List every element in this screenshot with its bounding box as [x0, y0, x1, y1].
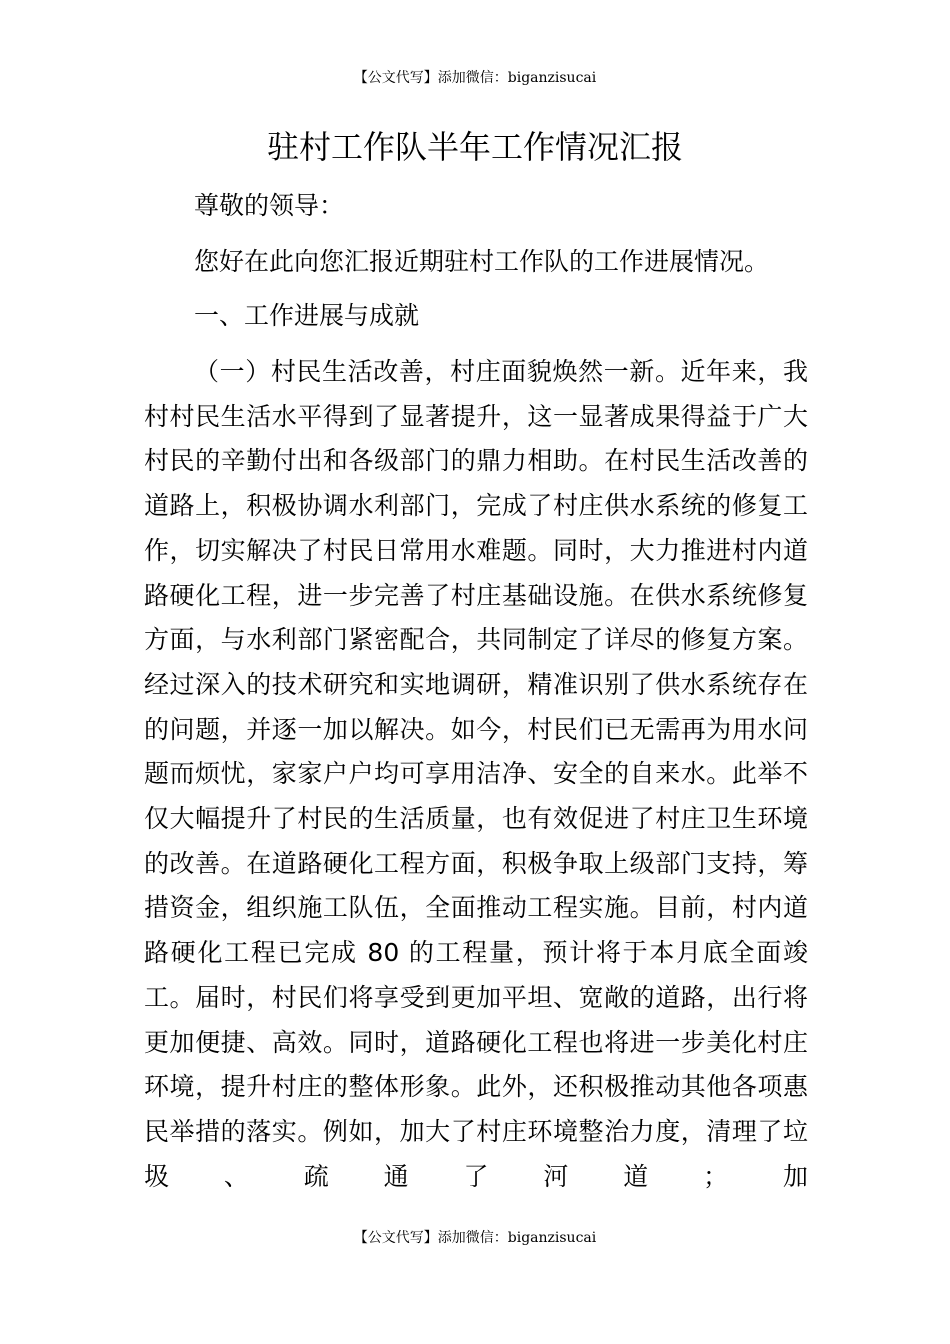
body-paragraph: （一）村民生活改善，村庄面貌焕然一新。近年来，我村村民生活水平得到了显著提升，这一显著成果得益于广大村民的辛勤付出和各级部门的鼎力相助。在村民生活改善的道路上，积极协调水利部门，完成了村庄供水系统的修复工作，切实解决了村民日常用水难题。同时，大力推进村内道路硬化工程，进一步完善了村庄基础设施。在供水系统修复方面，与水利部门紧密配合，共同制定了详尽的修复方案。经过深入的技术研究和实地调研，精准识别了供水系统存在的问题，并逐一加以解决。如今，村民们已无需再为用水问题而烦忧，家家户户均可享用洁净、安全的自来水。此举不仅大幅提升了村民的生活质量，也有效促进了村庄卫生环境的改善。在道路硬化工程方面，积极争取上级部门支持，筹措资金，组织施工队伍，全面推动工程实施。目前，村内道路硬化工程已完成 80 的工程量，预计将于本月底全面竣工。届时，村民们将享受到更加平坦、宽敞的道路，出行将更加便捷、高效。同时，道路硬化工程也将进一步美化村庄环境，提升村庄的整体形象。此外，还积极推动其他各项惠民举措的落实。例如，加大了村庄环境整治力度，清理了垃圾、疏通了河道；加	[144, 357, 808, 1191]
footer-watermark-note: 【公文代写】添加微信：biganzisucai	[353, 1230, 597, 1246]
intro-paragraph: 您好在此向您汇报近期驻村工作队的工作进展情况。	[194, 247, 770, 276]
header-watermark-note: 【公文代写】添加微信：biganzisucai	[353, 70, 597, 86]
document-title: 驻村工作队半年工作情况汇报	[266, 128, 683, 166]
section-heading: 一、工作进展与成就	[194, 301, 420, 330]
salutation: 尊敬的领导：	[194, 191, 345, 220]
